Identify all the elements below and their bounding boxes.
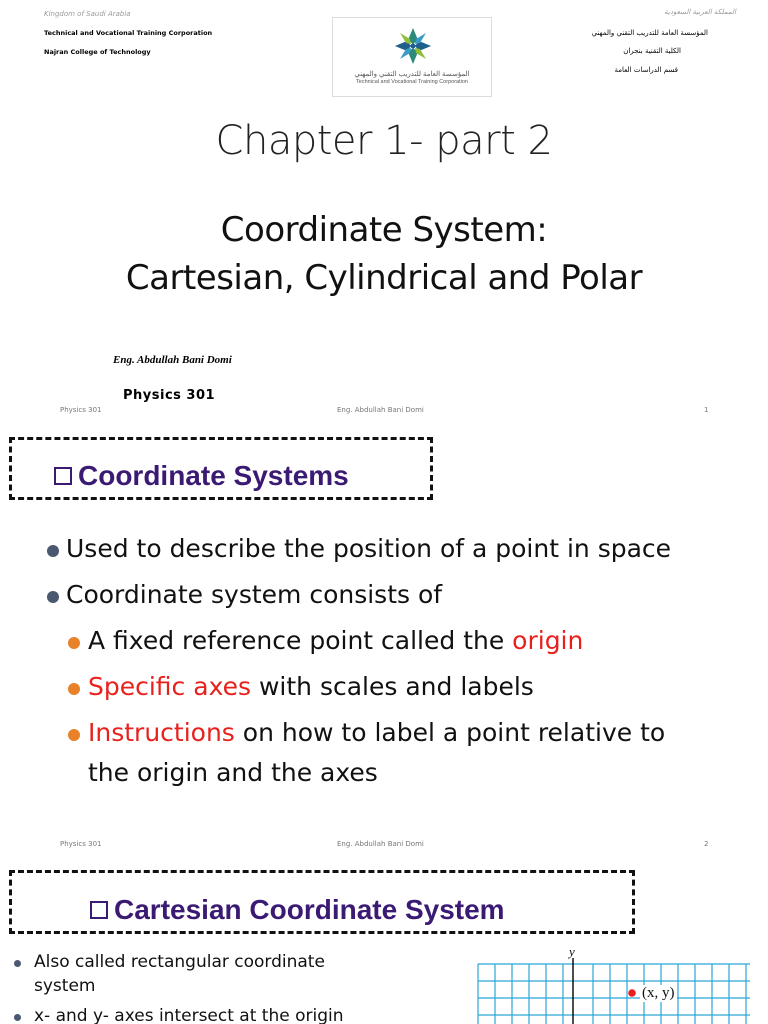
highlight-instructions: Instructions: [88, 718, 235, 747]
tvtc-emblem-icon: [333, 18, 493, 70]
subtitle-line-1: Coordinate System:: [220, 210, 548, 250]
bullet-text: Used to describe the position of a point in space: [66, 534, 672, 563]
footer-author: Eng. Abdullah Bani Domi: [337, 840, 424, 848]
footer-page-number: 1: [704, 406, 709, 414]
slide-title: [54, 460, 349, 492]
course-name: Physics 301: [123, 388, 216, 403]
y-axis-label: y: [569, 944, 575, 959]
bullet-text: Coordinate system consists of: [66, 580, 443, 609]
coordinate-systems-slide: [0, 424, 768, 854]
title-slide: [0, 0, 768, 424]
point-label: (x, y): [642, 985, 675, 1001]
footer-course: Physics 301: [60, 406, 102, 414]
highlight-origin: origin: [512, 626, 584, 655]
bullet-dot-icon: [14, 1014, 21, 1021]
header-corporation-ar: المؤسسة العامة للتدريب التقني والمهني: [591, 29, 708, 37]
slide-title-text: Coordinate Systems: [78, 460, 349, 491]
header-department-ar: قسم الدراسات العامة: [614, 66, 678, 74]
header-college-ar: الكلية التقنية بنجران: [623, 47, 681, 55]
bullet-dot-icon: [47, 591, 59, 603]
tvtc-logo: [332, 17, 492, 97]
bullet-text: Also called rectangular coordinate: [34, 952, 325, 972]
header-country-ar: المملكة العربية السعودية: [664, 8, 736, 16]
slide-title-frame: [9, 870, 635, 934]
logo-text-ar: المؤسسة العامة للتدريب التقني والمهني: [354, 71, 470, 78]
sub-bullet-text: Instructions on how to label a point relative to: [88, 718, 666, 747]
logo-text-en: Technical and Vocational Training Corporation: [356, 79, 468, 85]
sub-bullet-dot-icon: [68, 637, 80, 649]
bullet-text-continued: system: [34, 976, 96, 996]
header-corporation-en: Technical and Vocational Training Corporation: [44, 29, 213, 37]
cartesian-slide: [0, 854, 768, 1024]
bullet-dot-icon: [14, 960, 21, 967]
header-college-en: Najran College of Technology: [44, 48, 151, 56]
footer-author: Eng. Abdullah Bani Domi: [337, 406, 424, 414]
cartesian-grid-figure: [476, 946, 752, 1024]
sub-bullet-text: A fixed reference point called the origin: [88, 626, 584, 655]
point-marker: [628, 989, 636, 997]
sub-bullet-dot-icon: [68, 729, 80, 741]
subtitle-line-2: Cartesian, Cylindrical and Polar: [125, 258, 643, 298]
bullet-dot-icon: [47, 545, 59, 557]
highlight-axes: Specific axes: [88, 672, 252, 701]
author-name: Eng. Abdullah Bani Domi: [113, 354, 232, 366]
sub-bullet-text: Specific axes with scales and labels: [88, 672, 534, 701]
sub-bullet-dot-icon: [68, 683, 80, 695]
slide-title-text: Cartesian Coordinate System: [114, 894, 505, 925]
footer-page-number: 2: [704, 840, 709, 848]
slide-title-frame: [9, 437, 433, 500]
square-bullet-icon: [90, 901, 108, 919]
bullet-text: x- and y- axes intersect at the origin: [34, 1006, 344, 1024]
chapter-title: Chapter 1- part 2: [215, 118, 553, 164]
square-bullet-icon: [54, 467, 72, 485]
header-country-en: Kingdom of Saudi Arabia: [44, 10, 131, 18]
sub-bullet-text-continued: the origin and the axes: [88, 758, 378, 787]
slide-title: [90, 894, 505, 926]
footer-course: Physics 301: [60, 840, 102, 848]
